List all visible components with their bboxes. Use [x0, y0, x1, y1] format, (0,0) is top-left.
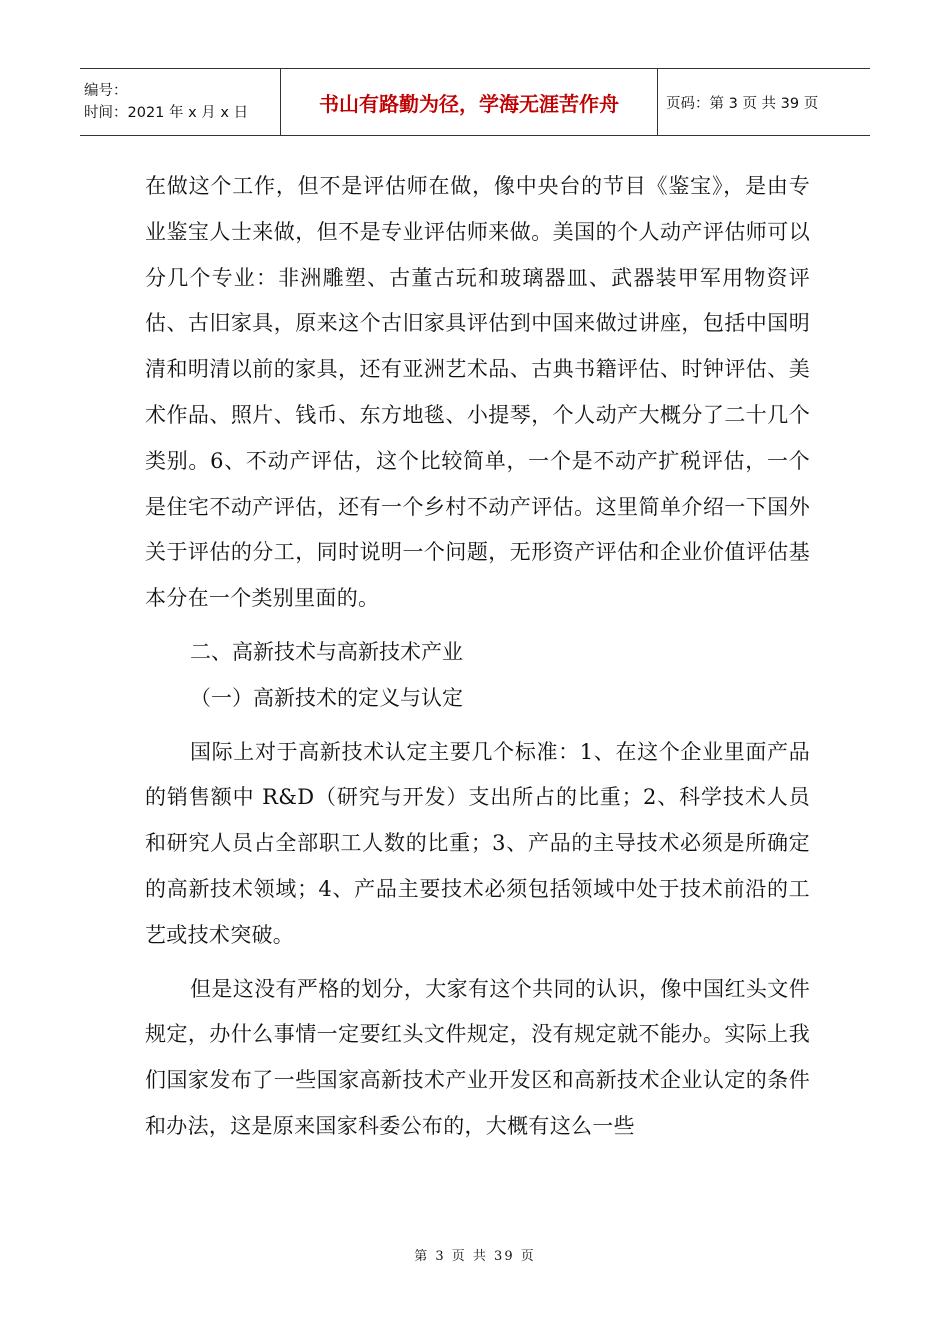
body-paragraph-3: 但是这没有严格的划分，大家有这个共同的认识，像中国红头文件规定，办什么事情一定要红头文件规定，没有规定就不能办。实际上我们国家发布了一些国家高新技术产业开发区和高新技术企业认定的条件和办法，这是原来国家科委公布的，大概有这么一些	[145, 976, 810, 1138]
document-body	[145, 164, 810, 1150]
page-footer: 第 3 页 共 39 页	[414, 1249, 536, 1264]
page-info-text: 页码：第 3 页 共 39 页	[666, 95, 819, 112]
header-meta	[80, 69, 281, 135]
page-header	[80, 68, 870, 136]
body-paragraph-1: 在做这个工作，但不是评估师在做，像中央台的节目《鉴宝》，是由专业鉴宝人士来做，但不是专业评估师来做。美国的个人动产评估师可以分几个专业：非洲雕塑、古董古玩和玻璃器皿、武器装甲军用物资评估、古旧家具，原来这个古旧家具评估到中国来做过讲座，包括中国明清和明清以前的家具，还有亚洲艺术品、古典书籍评估、时钟评估、美术作品、照片、钱币、东方地毯、小提琴，个人动产大概分了二十几个类别。6、不动产评估，这个比较简单，一个是不动产扩税评估，一个是住宅不动产评估，还有一个乡村不动产评估。这里简单介绍一下国外关于评估的分工，同时说明一个问题，无形资产评估和企业价值评估基本分在一个类别里面的。	[145, 174, 810, 611]
header-page-info	[658, 69, 870, 135]
section-heading: 二、高新技术与高新技术产业	[190, 639, 463, 664]
motto-text: 书山有路勤为径，学海无涯苦作舟	[319, 91, 619, 116]
header-motto	[281, 69, 658, 135]
body-paragraph-2: 国际上对于高新技术认定主要几个标准：1、在这个企业里面产品的销售额中 R&D（研究与开发）支出所占的比重；2、科学技术人员和研究人员占全部职工人数的比重；3、产品的主导技术必须是所确定的高新技术领域；4、产品主要技术必须包括领域中处于技术前沿的工艺或技术突破。	[145, 739, 810, 947]
subsection-heading: （一）高新技术的定义与认定	[190, 685, 463, 710]
number-label: 编号：	[84, 83, 128, 99]
date-label: 时间：2021 年 x 月 x 日	[84, 105, 249, 121]
